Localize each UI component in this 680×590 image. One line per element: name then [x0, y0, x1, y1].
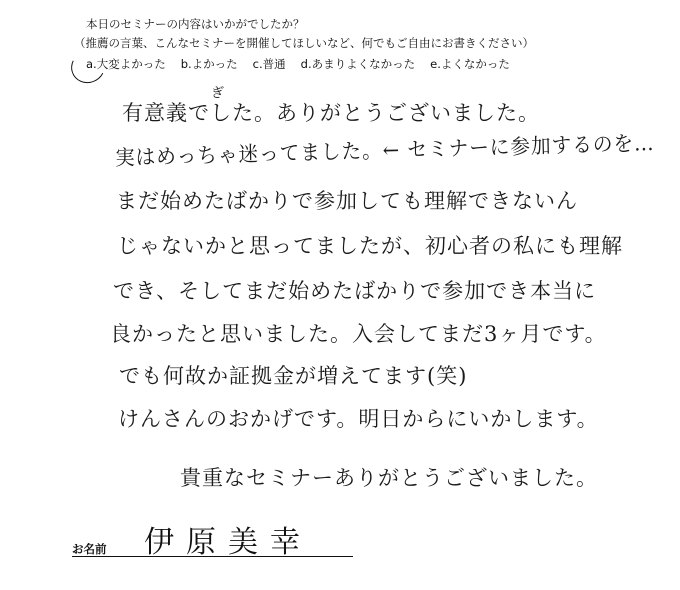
- handwritten-line: 実はめっちゃ迷ってました。← セミナーに参加するのを…: [114, 130, 655, 170]
- rating-options: [86, 59, 525, 71]
- instruction-text: （推薦の言葉、こんなセミナーを開催してほしいなど、何でもご自由にお書きください）: [74, 36, 534, 50]
- handwritten-line: 有意義でした。ありがとうございました。: [122, 101, 540, 125]
- option-c[interactable]: c.普通: [252, 57, 286, 71]
- name-underline: [72, 556, 353, 557]
- option-a-selected[interactable]: a.大変よかった: [86, 57, 166, 71]
- handwritten-line: 貴重なセミナーありがとうございました。: [180, 466, 598, 490]
- option-b[interactable]: b.よかった: [180, 57, 238, 71]
- handwritten-line: じゃないかと思ってましたが、初心者の私にも理解: [117, 234, 623, 258]
- handwritten-line: でき、そしてまだ始めたばかりで参加でき本当に: [113, 279, 597, 303]
- option-d[interactable]: d.あまりよくなかった: [300, 57, 416, 71]
- furigana-annotation: ぎ: [211, 86, 225, 101]
- question-text: 本日のセミナーの内容はいかがでしたか？: [86, 17, 305, 31]
- handwritten-line: まだ始めたばかりで参加しても理解できないん: [116, 189, 578, 213]
- selection-circle-mark: [67, 46, 110, 88]
- name-label: お名前: [72, 542, 107, 556]
- name-value: 伊原美幸: [144, 525, 312, 560]
- handwritten-line: でも何故か証拠金が増えてます(笑): [119, 364, 468, 388]
- handwritten-line: けんさんのおかげです。明日からにいかします。: [118, 407, 599, 431]
- option-e[interactable]: e.よくなかった: [430, 57, 510, 71]
- handwritten-line: 良かったと思いました。入会してまだ3ヶ月です。: [110, 322, 607, 346]
